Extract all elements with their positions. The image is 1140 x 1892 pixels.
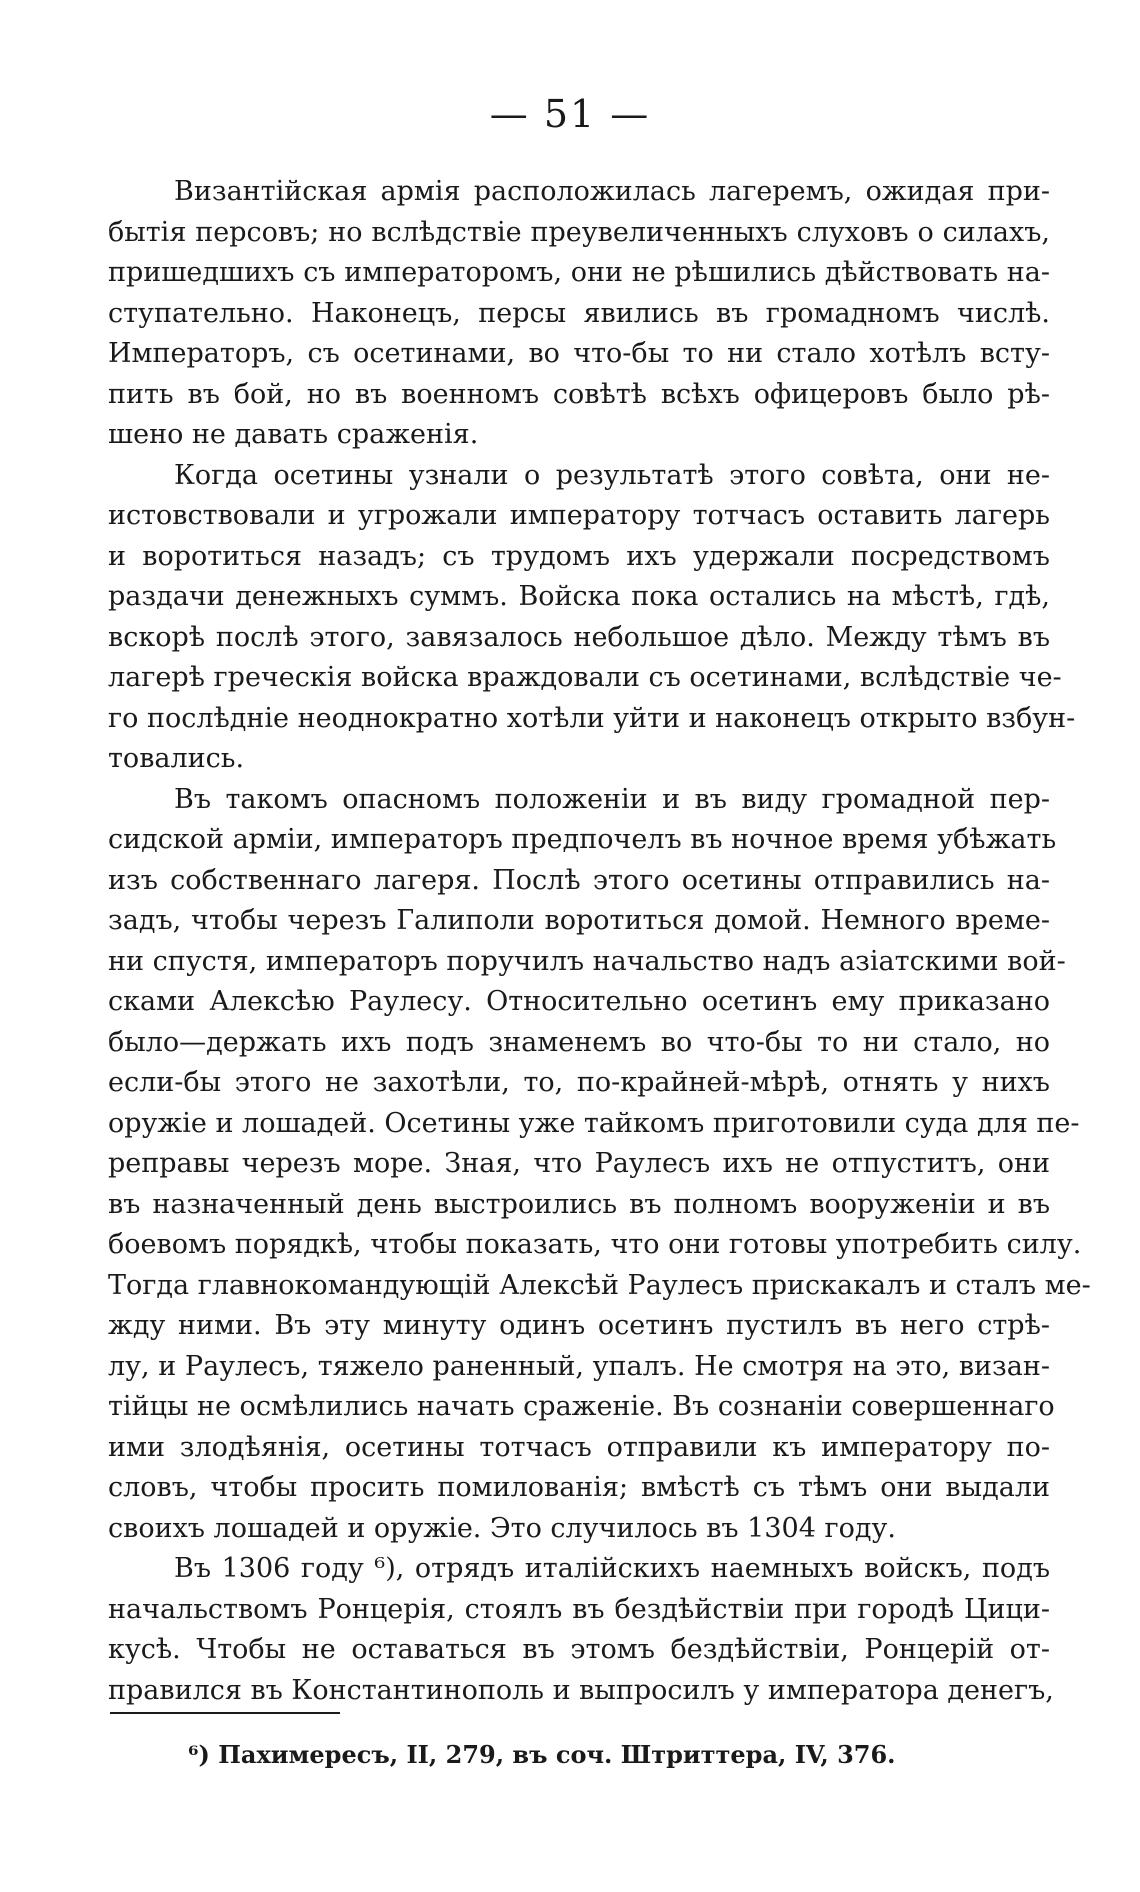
text-line: бытія персовъ; но вслѣдствіе преувеличенныхъ слуховъ о силахъ, (108, 216, 1050, 248)
text-line: боевомъ порядкѣ, чтобы показать, что они готовы употребить силу. (108, 1229, 1082, 1260)
text-line: вскорѣ послѣ этого, завязалось небольшое дѣло. Между тѣмъ въ (108, 621, 1050, 653)
text-line: лагерѣ греческія войска враждовали съ осетинами, вслѣдствіе че- (108, 662, 1062, 693)
text-line: пришедшихъ съ императоромъ, они не рѣшились дѣйствовать на- (108, 257, 1050, 288)
text-line: Въ 1306 году ⁶), отрядъ италійскихъ наемныхъ войскъ, подъ (174, 1553, 1050, 1584)
text-line: ими злодѣянія, осетины тотчасъ отправили къ императору по- (108, 1431, 1050, 1463)
text-line: сками Алексѣю Раулесу. Относительно осетинъ ему приказано (108, 986, 1050, 1017)
text-line: если-бы этого не захотѣли, то, по-крайней-мѣрѣ, отнять у нихъ (108, 1067, 1050, 1098)
text-line: было—держать ихъ подъ знаменемъ во что-бы то ни стало, но (108, 1026, 1050, 1058)
text-line: начальствомъ Ронцерія, стоялъ въ бездѣйствіи при городѣ Цици- (108, 1593, 1050, 1625)
text-line: пить въ бой, но въ военномъ совѣтѣ всѣхъ офицеровъ было рѣ- (108, 378, 1050, 410)
footnote: ⁶) Пахимересъ, II, 279, въ соч. Штриттера, IV, 376. (188, 1740, 896, 1769)
text-line: ни спустя, императоръ поручилъ начальство надъ азіатскими вой- (108, 945, 1066, 977)
text-line: Византійская армія расположилась лагеремъ, ожидая при- (174, 176, 1050, 207)
text-line: и воротиться назадъ; съ трудомъ ихъ удержали посредствомъ (108, 540, 1050, 572)
text-line: шено не давать сраженія. (108, 419, 479, 450)
text-line: Императоръ, съ осетинами, во что-бы то ни стало хотѣлъ всту- (108, 338, 1050, 369)
text-line: раздачи денежныхъ суммъ. Войска пока остались на мѣстѣ, гдѣ, (108, 581, 1050, 612)
text-line: правился въ Константинополь и выпросилъ у императора денегъ, (108, 1674, 1054, 1706)
text-line: изъ собственнаго лагеря. Послѣ этого осетины отправились на- (108, 864, 1050, 896)
text-line: Когда осетины узнали о результатѣ этого совѣта, они не- (174, 459, 1050, 491)
text-line: лу, и Раулесъ, тяжело раненный, упалъ. Не смотря на это, визан- (108, 1350, 1050, 1382)
text-line: тійцы не осмѣлились начать сраженіе. Въ сознаніи совершеннаго (108, 1391, 1055, 1422)
page-number: — 51 — (489, 92, 651, 136)
text-line: въ назначенный день выстроились въ полномъ вооруженіи и въ (108, 1188, 1050, 1220)
text-line: своихъ лошадей и оружіе. Это случилось въ 1304 году. (108, 1512, 896, 1544)
text-line: Въ такомъ опасномъ положеніи и въ виду громадной пер- (174, 783, 1050, 815)
text-line: задъ, чтобы черезъ Галиполи воротиться домой. Немного време- (108, 905, 1050, 936)
text-line: словъ, чтобы просить помилованія; вмѣстѣ съ тѣмъ они выдали (108, 1472, 1050, 1503)
text-line: товались. (108, 743, 245, 774)
text-line: жду ними. Въ эту минуту одинъ осетинъ пустилъ въ него стрѣ- (108, 1310, 1050, 1341)
text-line: Тогда главнокомандующій Алексѣй Раулесъ прискакалъ и сталъ ме- (108, 1269, 1091, 1301)
text-line: истовствовали и угрожали императору тотчасъ оставить лагерь (108, 500, 1050, 531)
text-line: сидской арміи, императоръ предпочелъ въ ночное время убѣжать (108, 824, 1057, 855)
paragraph (108, 1549, 1054, 1711)
footnote-separator (110, 1712, 340, 1714)
paragraph (108, 780, 1091, 1550)
paragraph (108, 456, 1076, 780)
text-line: реправы черезъ море. Зная, что Раулесъ ихъ не отпуститъ, они (108, 1148, 1050, 1179)
text-line: го послѣдніе неоднократно хотѣли уйти и наконецъ открыто взбун- (108, 702, 1076, 734)
text-line: кусѣ. Чтобы не оставаться въ этомъ бездѣйствіи, Ронцерій от- (108, 1634, 1050, 1665)
body-text (108, 172, 1091, 1711)
text-line: оружіе и лошадей. Осетины уже тайкомъ приготовили суда для пе- (108, 1107, 1080, 1139)
text-line: ступательно. Наконецъ, персы явились въ громадномъ числѣ. (108, 297, 1050, 329)
paragraph (108, 172, 1050, 456)
